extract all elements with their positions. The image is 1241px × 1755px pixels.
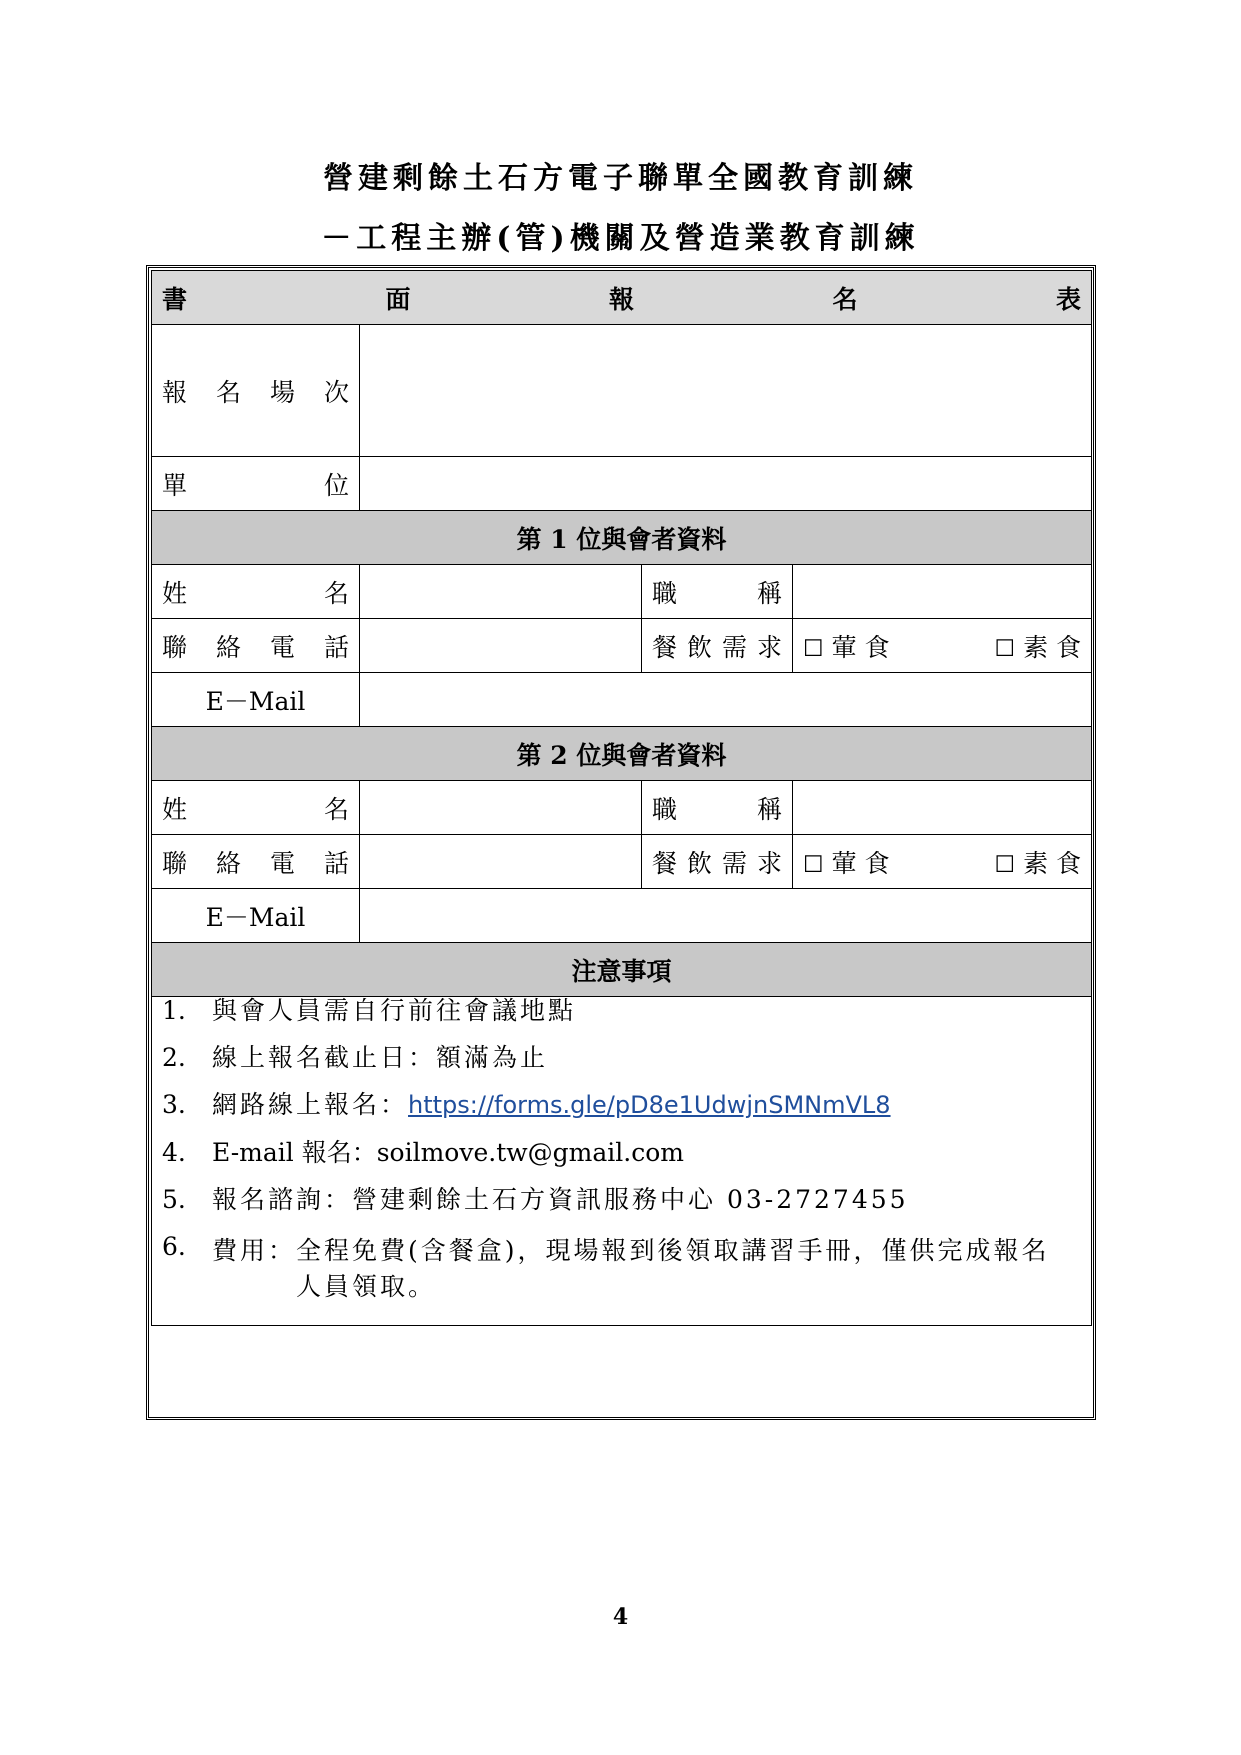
jobtitle-label: 職 稱 [652, 794, 782, 824]
email-label: E－Mail [152, 673, 360, 727]
form-header-char: 表 [1056, 284, 1082, 314]
registration-link[interactable]: https://forms.gle/pD8e1UdwjnSMNmVL8 [408, 1091, 891, 1119]
unit-row [152, 457, 1092, 511]
diet-meat-option[interactable]: ☐ 葷 食 [803, 632, 890, 662]
notes-row [152, 997, 1092, 1326]
registration-form [151, 270, 1092, 1326]
diet-veg-option[interactable]: ☐ 素 食 [994, 632, 1082, 662]
diet-label: 餐 飲 需 求 [652, 848, 782, 878]
attendee2-email-field[interactable] [360, 889, 1092, 943]
attendee2-diet-options [803, 844, 1081, 880]
unit-label: 單 位 [162, 470, 349, 500]
diet-veg-option[interactable]: ☐ 素 食 [994, 848, 1082, 878]
name-label: 姓 名 [162, 578, 349, 608]
form-header-char: 面 [385, 284, 411, 314]
attendee2-phone-row [152, 835, 1092, 889]
checkbox-icon[interactable]: ☐ [803, 635, 824, 662]
form-header-row [152, 271, 1092, 325]
checkbox-icon[interactable]: ☐ [994, 635, 1016, 662]
attendee1-phone-row [152, 619, 1092, 673]
email-label: E－Mail [152, 889, 360, 943]
attendee2-section-title: 第 2 位與會者資料 [152, 727, 1092, 781]
unit-field[interactable] [360, 457, 1092, 511]
page-number: 4 [612, 1604, 629, 1630]
attendee1-phone-field[interactable] [360, 619, 642, 673]
phone-label: 聯 絡 電 話 [162, 848, 349, 878]
notes-section-row [152, 943, 1092, 997]
attendee2-jobtitle-field[interactable] [793, 781, 1092, 835]
checkbox-icon[interactable]: ☐ [994, 851, 1016, 878]
attendee1-name-row [152, 565, 1092, 619]
session-field[interactable] [360, 325, 1092, 457]
diet-meat-option[interactable]: ☐ 葷 食 [803, 848, 890, 878]
form-header-char: 書 [162, 284, 188, 314]
notes-list [152, 997, 1092, 1326]
jobtitle-label: 職 稱 [652, 578, 782, 608]
attendee2-name-field[interactable] [360, 781, 642, 835]
attendee2-name-row [152, 781, 1092, 835]
attendee1-email-field[interactable] [360, 673, 1092, 727]
name-label: 姓 名 [162, 794, 349, 824]
attendee1-section-row [152, 511, 1092, 565]
note-item: 1. 與會人員需自行前往會議地點 [162, 996, 577, 1025]
attendee1-name-field[interactable] [360, 565, 642, 619]
attendee2-section-row [152, 727, 1092, 781]
form-header-char: 報 [609, 284, 635, 314]
phone-label: 聯 絡 電 話 [162, 632, 349, 662]
form-header [162, 280, 1081, 316]
document-title: 營建剩餘土石方電子聯單全國教育訓練 [323, 161, 918, 196]
attendee2-phone-field[interactable] [360, 835, 642, 889]
note-item: 3. 網路線上報名：https://forms.gle/pD8e1UdwjnSMNmVL8 [162, 1090, 891, 1119]
form-header-char: 名 [832, 284, 858, 314]
diet-label: 餐 飲 需 求 [652, 632, 782, 662]
notes-section-title: 注意事項 [152, 943, 1092, 997]
session-row [152, 325, 1092, 457]
checkbox-icon[interactable]: ☐ [803, 851, 824, 878]
attendee1-email-row [152, 673, 1092, 727]
session-label: 報 名 場 次 [162, 377, 349, 407]
attendee1-jobtitle-field[interactable] [793, 565, 1092, 619]
note-item: 5. 報名諮詢：營建剩餘土石方資訊服務中心 03-2727455 [162, 1185, 909, 1214]
attendee2-email-row [152, 889, 1092, 943]
document-subtitle: －工程主辦(管)機關及營造業教育訓練 [321, 221, 920, 256]
note-item: 2. 線上報名截止日：額滿為止 [162, 1043, 549, 1072]
attendee1-diet-options [803, 628, 1081, 664]
note-item: 6. 費用：全程免費(含餐盒)，現場報到後領取講習手冊，僅供完成報名 人員領取。 [162, 1232, 1050, 1301]
note-item: 4. E-mail 報名：soilmove.tw@gmail.com [162, 1138, 684, 1167]
attendee1-section-title: 第 1 位與會者資料 [152, 511, 1092, 565]
